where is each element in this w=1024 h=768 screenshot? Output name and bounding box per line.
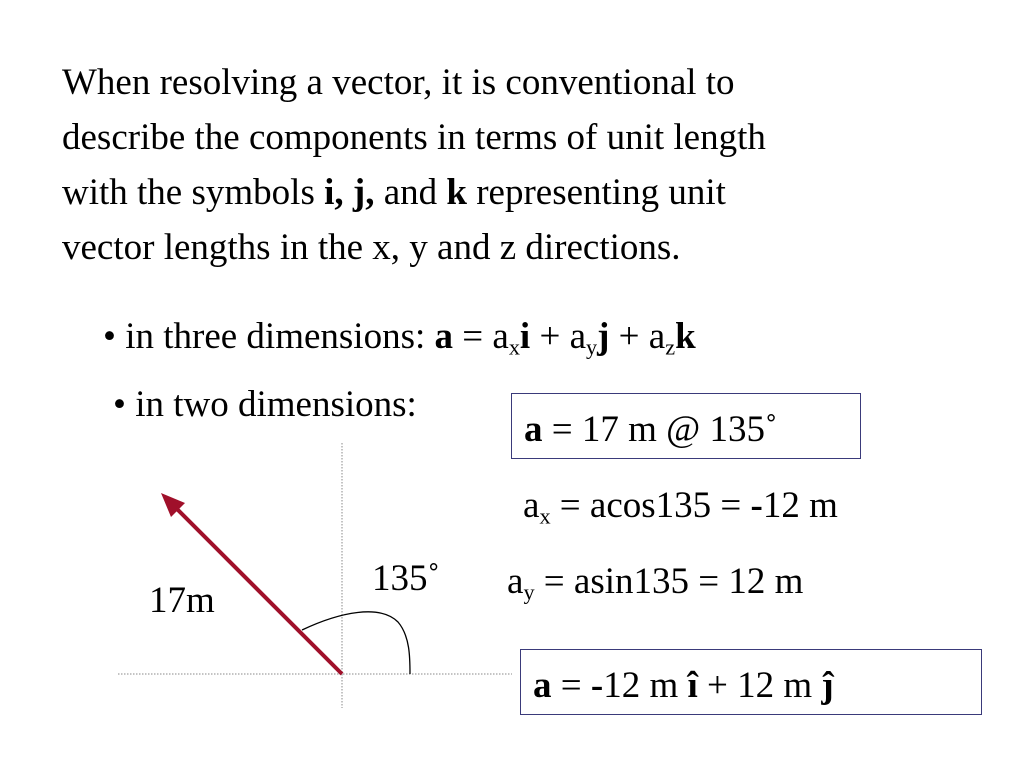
eq-text: =	[551, 665, 591, 706]
ax-mid: = acos135 =	[550, 485, 751, 526]
component-form-box	[520, 649, 982, 715]
intro-text: representing unit	[466, 172, 726, 213]
angle-label: 135˚	[372, 558, 440, 599]
intro-paragraph	[62, 55, 962, 275]
vector-a: a	[524, 409, 543, 450]
ay-equation	[507, 561, 804, 605]
intro-line-4: vector lengths in the x, y and z directions.	[62, 227, 681, 268]
intro-text: and	[374, 172, 447, 213]
angle-arc	[302, 612, 410, 674]
polar-form-box	[511, 393, 861, 459]
subscript-y: y	[523, 579, 535, 605]
unit-k: k	[675, 316, 696, 357]
ay-rest: = asin135 = 12 m	[534, 561, 804, 602]
subscript-y: y	[586, 334, 598, 360]
eq-text: + a	[609, 316, 666, 357]
bullet-text: • in three dimensions:	[103, 316, 435, 357]
vector-a: a	[434, 316, 454, 357]
subscript-x: x	[508, 334, 520, 360]
unit-symbols-ij: i, j,	[324, 172, 375, 213]
magnitude-label: 17m	[149, 580, 215, 621]
unit-i: i	[519, 316, 531, 357]
three-dimensions-bullet	[103, 316, 696, 360]
unit-symbol-k: k	[446, 172, 467, 213]
subscript-z: z	[665, 334, 676, 360]
polar-form-text: = 17 m @ 135˚	[542, 409, 778, 450]
component-text: 12 m	[603, 665, 688, 706]
intro-line-2: describe the components in terms of unit length	[62, 117, 766, 158]
component-text: + 12 m	[697, 665, 822, 706]
minus-sign: -	[750, 485, 763, 526]
unit-j: j	[597, 316, 610, 357]
ax-value: 12 m	[762, 485, 838, 526]
vector-a: a	[533, 665, 552, 706]
intro-line-1: When resolving a vector, it is conventional to	[62, 62, 735, 103]
eq-text: + a	[530, 316, 586, 357]
two-dimensions-bullet: • in two dimensions:	[113, 384, 417, 425]
subscript-x: x	[539, 503, 551, 529]
unit-j-hat: ĵ	[821, 665, 834, 706]
ax-equation	[523, 485, 838, 529]
intro-line-3	[62, 165, 962, 220]
ay-a: a	[507, 561, 524, 602]
eq-text: = a	[453, 316, 509, 357]
unit-i-hat: î	[687, 665, 698, 706]
minus-sign: -	[590, 665, 604, 706]
ax-a: a	[523, 485, 540, 526]
intro-text: with the symbols	[62, 172, 325, 213]
